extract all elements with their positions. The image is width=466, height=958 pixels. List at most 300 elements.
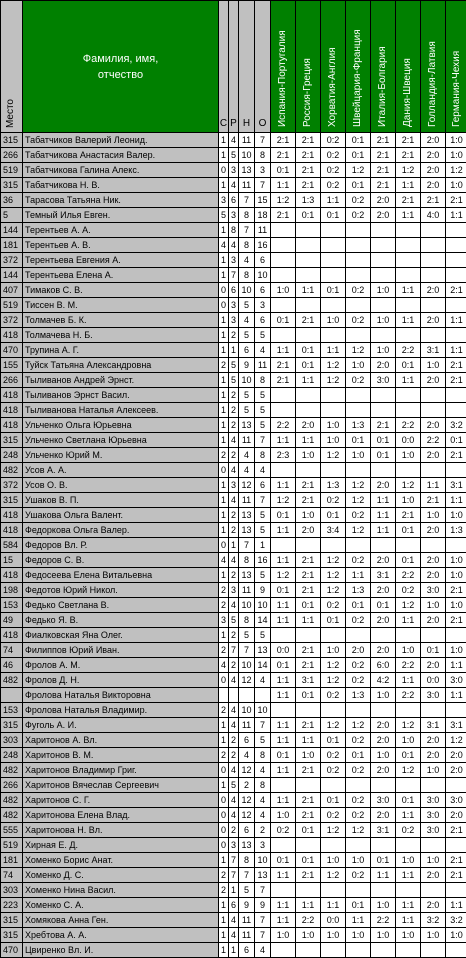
stat-cell: 4	[219, 553, 229, 568]
score-cell: 1:1	[446, 658, 466, 673]
stat-cell: 4	[219, 658, 229, 673]
stat-cell: 13	[239, 568, 255, 583]
stat-cell: 14	[255, 613, 271, 628]
score-cell	[296, 943, 321, 958]
score-cell	[321, 253, 346, 268]
name-cell: Туйск Татьяна Александровна	[23, 358, 219, 373]
score-cell: 3:0	[421, 823, 446, 838]
score-cell: 1:0	[346, 448, 371, 463]
place-cell: 315	[1, 433, 23, 448]
score-cell: 2:1	[296, 763, 321, 778]
score-cell: 2:1	[421, 493, 446, 508]
score-cell: 1:0	[271, 283, 296, 298]
stat-cell: 0	[219, 673, 229, 688]
name-cell: Тыливанова Наталья Алексеев.	[23, 403, 219, 418]
score-cell: 0:1	[396, 553, 421, 568]
score-cell: 2:0	[371, 583, 396, 598]
stat-cell: 3	[229, 478, 239, 493]
stat-cell: 11	[239, 433, 255, 448]
stat-cell: 2	[219, 868, 229, 883]
score-cell: 2:0	[446, 808, 466, 823]
score-cell	[271, 223, 296, 238]
place-cell: 418	[1, 568, 23, 583]
score-cell: 1:2	[321, 868, 346, 883]
stat-cell: 6	[239, 733, 255, 748]
score-cell	[346, 943, 371, 958]
stat-cell: 7	[229, 868, 239, 883]
score-cell	[446, 388, 466, 403]
score-cell: 1:1	[296, 898, 321, 913]
stat-cell: 7	[229, 643, 239, 658]
score-cell: 0:2	[346, 193, 371, 208]
stat-cell: 1	[219, 943, 229, 958]
score-cell: 2:0	[421, 163, 446, 178]
score-cell: 0:1	[396, 358, 421, 373]
score-cell: 0:1	[271, 853, 296, 868]
name-cell: Тимаков С. В.	[23, 283, 219, 298]
score-cell	[371, 238, 396, 253]
name-cell: Федоров С. В.	[23, 553, 219, 568]
score-cell	[346, 838, 371, 853]
match-header: Италия-Болгария	[371, 1, 396, 133]
score-cell	[346, 328, 371, 343]
stat-cell: 8	[239, 853, 255, 868]
stat-cell: 14	[255, 658, 271, 673]
score-cell: 1:0	[271, 928, 296, 943]
score-cell	[271, 268, 296, 283]
score-cell	[296, 268, 321, 283]
score-cell: 1:1	[271, 433, 296, 448]
place-cell: 519	[1, 163, 23, 178]
place-cell: 372	[1, 478, 23, 493]
score-cell: 1:1	[371, 868, 396, 883]
score-cell	[371, 778, 396, 793]
table-row	[1, 688, 466, 703]
stat-cell: 4	[255, 943, 271, 958]
score-cell: 3:1	[421, 718, 446, 733]
score-cell: 0:1	[371, 448, 396, 463]
score-cell	[271, 778, 296, 793]
stat-cell: 8	[239, 613, 255, 628]
place-cell: 372	[1, 253, 23, 268]
stat-cell: 0	[219, 283, 229, 298]
score-cell: 2:1	[446, 613, 466, 628]
score-cell: 2:1	[296, 163, 321, 178]
stat-cell: 1	[219, 733, 229, 748]
score-cell	[296, 838, 321, 853]
stat-cell: 3	[229, 208, 239, 223]
match-header: Германия-Чехия	[446, 1, 466, 133]
table-row	[1, 628, 466, 643]
table-row	[1, 553, 466, 568]
stat-cell: 12	[239, 808, 255, 823]
score-cell: 3:2	[446, 418, 466, 433]
stat-cell: 2	[229, 823, 239, 838]
table-row	[1, 913, 466, 928]
stat-cell: 1	[219, 148, 229, 163]
place-cell: 303	[1, 883, 23, 898]
score-cell: 1:1	[296, 733, 321, 748]
score-cell: 0:1	[346, 598, 371, 613]
stat-cell	[229, 688, 239, 703]
score-cell	[296, 703, 321, 718]
stat-cell: 4	[229, 808, 239, 823]
score-cell: 1:0	[271, 808, 296, 823]
stat-cell: 1	[219, 853, 229, 868]
score-cell: 0:2	[346, 793, 371, 808]
score-cell	[271, 388, 296, 403]
place-cell: 555	[1, 823, 23, 838]
score-cell	[371, 253, 396, 268]
score-cell: 2:1	[271, 208, 296, 223]
score-cell: 1:1	[396, 673, 421, 688]
stat-cell: 16	[255, 238, 271, 253]
score-cell: 1:2	[346, 478, 371, 493]
stat-cell: 2	[229, 568, 239, 583]
score-cell: 2:1	[421, 193, 446, 208]
score-cell: 1:1	[396, 898, 421, 913]
stat-cell: 3	[255, 163, 271, 178]
name-cell: Харитонов В. М.	[23, 748, 219, 763]
stat-cell: 1	[219, 268, 229, 283]
stat-cell: 1	[219, 133, 229, 148]
stat-cell: 4	[255, 463, 271, 478]
score-cell: 1:2	[396, 718, 421, 733]
stat-cell: 18	[255, 208, 271, 223]
score-cell: 2:1	[446, 448, 466, 463]
score-cell: 1:0	[396, 733, 421, 748]
score-cell: 0:1	[321, 793, 346, 808]
score-cell: 2:1	[296, 478, 321, 493]
score-cell	[446, 403, 466, 418]
score-cell: 1:2	[446, 163, 466, 178]
stat-cell: 2	[229, 448, 239, 463]
score-cell	[271, 538, 296, 553]
stat-cell: 11	[239, 718, 255, 733]
table-row	[1, 433, 466, 448]
name-cell: Терентьев А. В.	[23, 238, 219, 253]
score-cell: 1:0	[321, 643, 346, 658]
stat-cell: 3	[219, 193, 229, 208]
score-cell	[321, 268, 346, 283]
stat-cell: 1	[229, 538, 239, 553]
stat-cell: 3	[255, 838, 271, 853]
score-cell: 2:1	[296, 178, 321, 193]
score-cell	[271, 838, 296, 853]
stat-cell: 4	[219, 238, 229, 253]
score-cell: 3:0	[421, 583, 446, 598]
stat-cell: 6	[239, 823, 255, 838]
score-cell	[446, 883, 466, 898]
score-cell	[421, 463, 446, 478]
score-cell	[396, 883, 421, 898]
score-cell: 1:1	[271, 913, 296, 928]
score-cell: 2:2	[396, 568, 421, 583]
name-cell: Федотов Юрий Никол.	[23, 583, 219, 598]
score-cell	[396, 223, 421, 238]
place-cell: 181	[1, 238, 23, 253]
stat-cell: 2	[219, 748, 229, 763]
stat-cell: 1	[219, 928, 229, 943]
score-cell	[371, 703, 396, 718]
table-row	[1, 778, 466, 793]
stat-cell: 1	[219, 433, 229, 448]
score-cell: 0:1	[321, 283, 346, 298]
score-cell	[296, 223, 321, 238]
score-cell: 1:0	[296, 928, 321, 943]
score-cell: 0:0	[271, 643, 296, 658]
name-cell: Терентьева Евгения А.	[23, 253, 219, 268]
table-row	[1, 853, 466, 868]
stat-cell: 1	[219, 313, 229, 328]
score-cell: 2:0	[371, 358, 396, 373]
name-cell: Трупина А. Г.	[23, 343, 219, 358]
score-cell: 1:0	[446, 508, 466, 523]
score-cell: 0:2	[346, 313, 371, 328]
score-cell: 1:1	[396, 868, 421, 883]
score-cell: 2:1	[396, 508, 421, 523]
score-cell	[271, 943, 296, 958]
stat-cell: 2	[219, 643, 229, 658]
score-cell	[321, 943, 346, 958]
score-cell: 2:1	[296, 793, 321, 808]
score-cell	[271, 253, 296, 268]
stat-cell: 7	[255, 718, 271, 733]
score-cell	[446, 943, 466, 958]
stat-cell: 4	[229, 238, 239, 253]
score-cell	[296, 628, 321, 643]
stat-cell: 5	[239, 628, 255, 643]
score-cell	[321, 328, 346, 343]
score-cell	[421, 778, 446, 793]
score-cell: 1:2	[396, 478, 421, 493]
score-cell: 0:2	[396, 823, 421, 838]
score-cell: 2:0	[421, 748, 446, 763]
stat-cell: 3	[229, 838, 239, 853]
score-cell	[446, 838, 466, 853]
score-cell: 2:0	[371, 613, 396, 628]
score-cell: 1:2	[271, 568, 296, 583]
stat-cell: 15	[255, 193, 271, 208]
stat-cell: 5	[219, 208, 229, 223]
score-cell: 2:0	[421, 313, 446, 328]
score-cell	[396, 943, 421, 958]
name-cell: Ульченко Ольга Юрьевна	[23, 418, 219, 433]
score-cell: 2:0	[446, 748, 466, 763]
score-cell: 1:0	[446, 553, 466, 568]
name-cell: Терентьева Елена А.	[23, 268, 219, 283]
score-cell: 1:1	[396, 808, 421, 823]
place-cell	[1, 688, 23, 703]
score-cell: 0:1	[346, 898, 371, 913]
score-cell	[421, 628, 446, 643]
score-cell	[396, 298, 421, 313]
score-cell: 1:1	[396, 313, 421, 328]
stat-cell: 3	[229, 298, 239, 313]
score-cell: 1:0	[371, 748, 396, 763]
score-cell: 2:1	[296, 718, 321, 733]
table-row	[1, 508, 466, 523]
score-cell: 2:0	[371, 733, 396, 748]
score-cell	[421, 328, 446, 343]
score-cell	[421, 883, 446, 898]
stat-cell: 2	[229, 508, 239, 523]
name-cell: Филиппов Юрий Иван.	[23, 643, 219, 658]
name-cell: Хоменко Д. С.	[23, 868, 219, 883]
name-cell: Терентьев А. А.	[23, 223, 219, 238]
name-cell: Ульченко Юрий М.	[23, 448, 219, 463]
stat-cell: 5	[239, 403, 255, 418]
stat-cell: 1	[219, 253, 229, 268]
score-cell	[421, 943, 446, 958]
stat-cell: 2	[229, 748, 239, 763]
stat-cell: 3	[255, 298, 271, 313]
stat-cell: 5	[239, 328, 255, 343]
score-cell: 0:1	[346, 148, 371, 163]
stat-cell: 5	[255, 328, 271, 343]
score-cell	[421, 238, 446, 253]
stat-cell: 4	[229, 673, 239, 688]
stat-cell: 6	[229, 283, 239, 298]
stat-cell: 8	[255, 448, 271, 463]
score-cell: 1:1	[296, 283, 321, 298]
score-cell: 1:0	[421, 598, 446, 613]
score-cell: 2:0	[371, 808, 396, 823]
score-cell: 1:1	[371, 493, 396, 508]
score-cell: 1:1	[271, 478, 296, 493]
stat-cell: 10	[255, 598, 271, 613]
score-cell	[446, 223, 466, 238]
score-cell: 1:0	[396, 853, 421, 868]
score-cell: 2:0	[421, 448, 446, 463]
table-row	[1, 598, 466, 613]
score-cell: 3:1	[446, 478, 466, 493]
stat-cell: 9	[239, 898, 255, 913]
score-cell: 1:2	[271, 493, 296, 508]
stat-cell: 8	[255, 778, 271, 793]
score-cell	[271, 328, 296, 343]
table-row	[1, 943, 466, 958]
score-cell	[296, 463, 321, 478]
stat-cell: 2	[229, 733, 239, 748]
place-cell: 482	[1, 808, 23, 823]
stat-cell: 2	[219, 883, 229, 898]
stat-cell: 11	[239, 913, 255, 928]
score-cell: 1:1	[371, 523, 396, 538]
stat-cell	[255, 688, 271, 703]
table-row	[1, 193, 466, 208]
score-cell	[321, 778, 346, 793]
score-cell: 0:2	[321, 748, 346, 763]
score-cell	[446, 268, 466, 283]
stat-header-o: О	[255, 1, 271, 133]
place-cell: 144	[1, 223, 23, 238]
score-cell: 3:0	[421, 688, 446, 703]
score-cell: 1:2	[321, 553, 346, 568]
stat-cell: 0	[219, 838, 229, 853]
score-cell: 1:2	[321, 718, 346, 733]
score-cell: 2:0	[421, 733, 446, 748]
name-cell: Фролов Д. Н.	[23, 673, 219, 688]
place-cell: 315	[1, 928, 23, 943]
score-cell: 0:1	[296, 208, 321, 223]
stat-cell: 6	[255, 283, 271, 298]
score-cell: 1:2	[346, 823, 371, 838]
table-row	[1, 253, 466, 268]
stat-cell: 7	[255, 913, 271, 928]
score-cell	[421, 838, 446, 853]
score-cell: 2:0	[346, 643, 371, 658]
score-cell: 1:2	[321, 583, 346, 598]
place-cell: 74	[1, 643, 23, 658]
score-cell	[346, 628, 371, 643]
score-cell: 1:0	[421, 358, 446, 373]
stat-cell: 11	[239, 133, 255, 148]
score-cell: 1:0	[446, 178, 466, 193]
score-cell: 1:1	[271, 733, 296, 748]
place-header: Место	[1, 1, 23, 133]
score-cell: 1:1	[396, 208, 421, 223]
table-row	[1, 448, 466, 463]
place-cell: 418	[1, 628, 23, 643]
score-cell: 0:0	[396, 433, 421, 448]
score-cell: 1:0	[396, 928, 421, 943]
score-cell: 1:0	[421, 853, 446, 868]
score-cell: 1:0	[446, 643, 466, 658]
stat-cell: 1	[219, 493, 229, 508]
score-cell: 1:0	[446, 568, 466, 583]
name-cell: Толмачева Н. Б.	[23, 328, 219, 343]
score-cell: 0:2	[321, 133, 346, 148]
stat-cell: 6	[239, 943, 255, 958]
stat-cell: 13	[239, 838, 255, 853]
place-cell: 418	[1, 403, 23, 418]
stat-cell: 1	[219, 388, 229, 403]
table-row	[1, 133, 466, 148]
score-cell: 0:2	[321, 808, 346, 823]
score-cell: 0:1	[371, 598, 396, 613]
stat-cell: 8	[239, 268, 255, 283]
score-cell: 1:1	[271, 688, 296, 703]
score-cell: 1:2	[396, 763, 421, 778]
score-cell: 0:2	[271, 823, 296, 838]
score-cell: 1:0	[396, 493, 421, 508]
score-cell: 1:3	[346, 688, 371, 703]
score-cell: 2:0	[371, 193, 396, 208]
score-cell: 2:2	[371, 913, 396, 928]
stat-cell: 4	[255, 808, 271, 823]
name-cell: Федько Я. В.	[23, 613, 219, 628]
stat-cell: 3	[229, 253, 239, 268]
stat-cell: 2	[219, 703, 229, 718]
score-cell	[446, 238, 466, 253]
score-cell: 2:0	[421, 868, 446, 883]
score-cell: 1:0	[296, 508, 321, 523]
score-cell: 2:1	[446, 868, 466, 883]
stat-cell: 4	[229, 913, 239, 928]
score-cell	[346, 778, 371, 793]
score-cell	[346, 538, 371, 553]
score-cell: 3:1	[296, 673, 321, 688]
stat-cell: 3	[229, 583, 239, 598]
table-row	[1, 673, 466, 688]
score-cell	[321, 238, 346, 253]
table-row	[1, 313, 466, 328]
stat-cell: 13	[255, 868, 271, 883]
place-cell: 584	[1, 538, 23, 553]
place-cell: 266	[1, 778, 23, 793]
stat-cell: 10	[239, 148, 255, 163]
